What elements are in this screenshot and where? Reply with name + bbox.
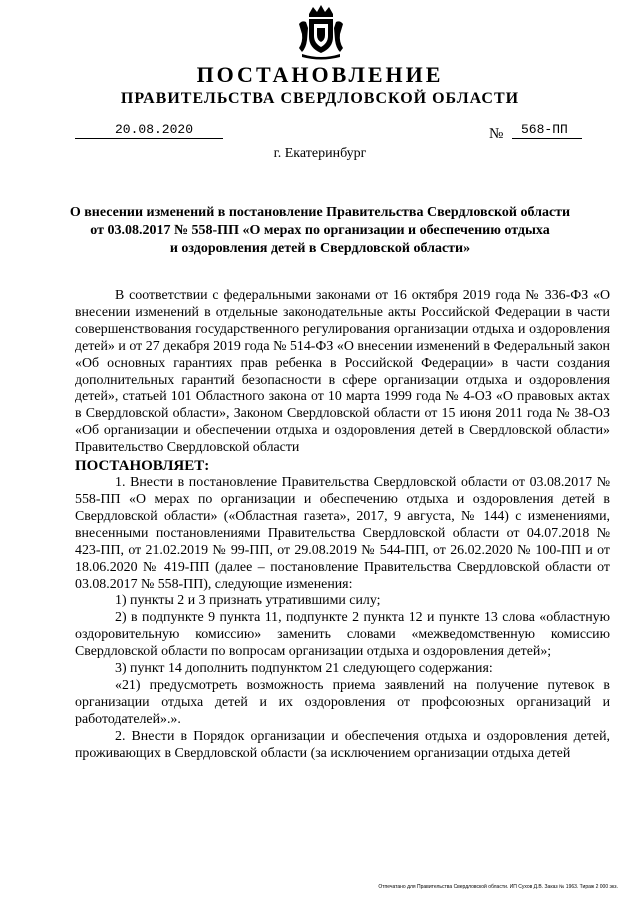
heading-line: от 03.08.2017 № 558-ПП «О мерах по организации и обеспечению отдыха (90, 223, 550, 238)
document-city: г. Екатеринбург (273, 146, 367, 161)
heading-line: и оздоровления детей в Свердловской области» (169, 241, 471, 256)
heading-line: О внесении изменений в постановление Правительства Свердловской области (69, 205, 571, 220)
print-note: Отпечатано для Правительства Свердловской области. ИП Сухов Д.В. Заказ № 1963. Тираж 2 000 экз. (378, 884, 618, 890)
date-field (75, 122, 223, 139)
decree-word: ПОСТАНОВЛЯЕТ: (75, 458, 210, 475)
number-sign: № (489, 126, 504, 142)
paragraph-1-2: 2) в подпункте 9 пункта 11, подпункте 2 пункта 12 и пункте 13 слова «областную оздоровительную комиссию» заменить словами «межведомственную комиссию Свердловской области по вопросам организации отдыха и оздоровления детей»; (75, 610, 610, 660)
document-body (75, 288, 610, 762)
preamble-paragraph: В соответствии с федеральными законами от 16 октября 2019 года № 336-ФЗ «О внесении изменений в отдельные законодательные акты Российской Федерации в части совершенствования государственного регулирования организации отдыха и оздоровления детей» и от 27 декабря 2019 года № 514-ФЗ «О внесении изменений в Федеральный закон «Об основных гарантиях прав ребенка в Российской Федерации» в части создания дополнительных гарантий безопасности в сфере организации отдыха и оздоровления детей», статьей 101 Областного закона от 10 марта 1999 года № 4-ОЗ «О правовых актах в Свердловской области», Законом Свердловской области от 15 июня 2011 года № 38-ОЗ «Об организации и обеспечении отдыха и оздоровления детей в Свердловской области» Правительство Свердловской области (75, 288, 610, 456)
paragraph-1-1: 1) пункты 2 и 3 признать утратившими силу; (115, 593, 381, 609)
paragraph-1-3: 3) пункт 14 дополнить подпунктом 21 следующего содержания: (115, 661, 493, 677)
document-number: 568-ПП (521, 122, 568, 137)
paragraph-2: 2. Внести в Порядок организации и обеспечения отдыха и оздоровления детей, проживающих в Свердловской области (за исключением организации отдыха детей (75, 728, 610, 761)
paragraph-1-3-quote: «21) предусмотреть возможность приема заявлений на получение путевок в организации отдыха детей и их оздоровления от профсоюзных организаций и работодателей».». (75, 677, 610, 727)
document-date: 20.08.2020 (115, 122, 194, 137)
document-title: ПОСТАНОВЛЕНИЕ (196, 62, 444, 87)
document-subtitle: ПРАВИТЕЛЬСТВА СВЕРДЛОВСКОЙ ОБЛАСТИ (120, 90, 520, 107)
paragraph-1: 1. Внести в постановление Правительства Свердловской области от 03.08.2017 № 558-ПП «О мерах по организации и обеспечению отдыха и оздоровления детей в Свердловской области» («Областная газета», 2017, 9 августа, № 144) с изменениями, внесенными постановлениями Правительства Свердловской области от 04.07.2018 № 423-ПП, от 21.02.2019 № 99-ПП, от 29.08.2019 № 544-ПП, от 26.02.2020 № 100-ПП и от 18.06.2020 № 419-ПП (далее – постановление Правительства Свердловской области от 03.08.2017 № 558-ПП), следующие изменения: (75, 475, 610, 592)
document-heading (60, 204, 580, 258)
coat-of-arms-icon (296, 4, 346, 60)
number-field (512, 122, 582, 139)
